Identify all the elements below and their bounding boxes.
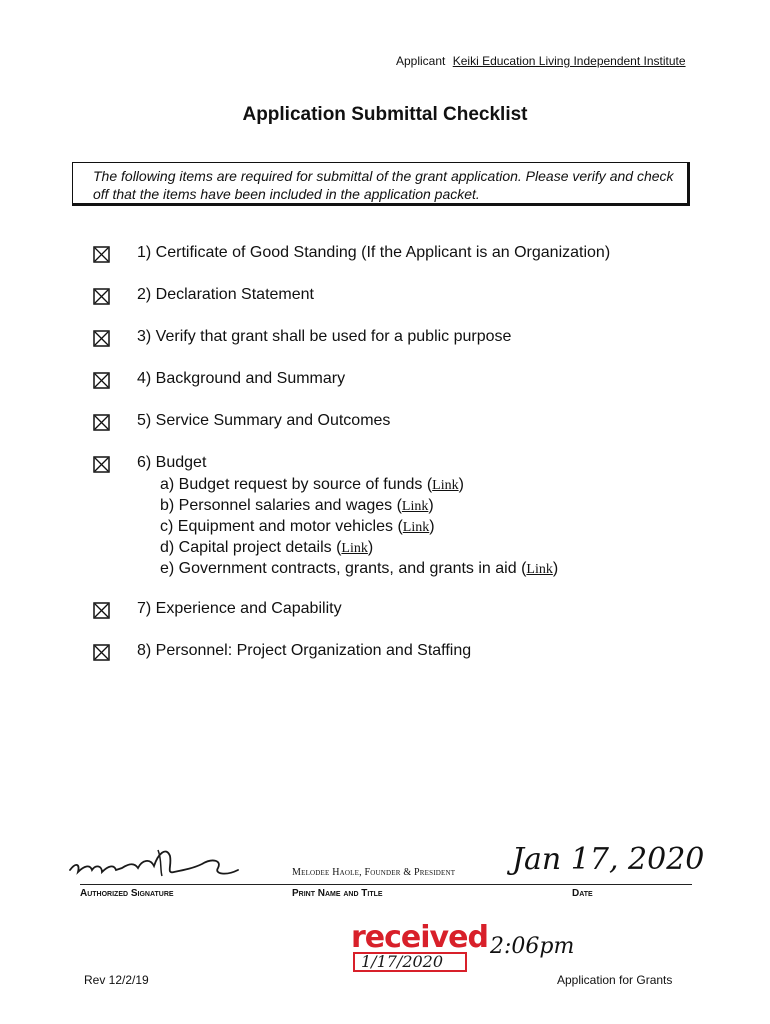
budget-subitem-close: )	[552, 560, 559, 577]
budget-subitem	[160, 539, 373, 557]
budget-subitem-close: )	[428, 497, 434, 514]
checkbox-item-5[interactable]	[93, 414, 110, 431]
budget-subitem	[160, 476, 464, 494]
page-title: Application Submittal Checklist	[242, 104, 528, 125]
budget-subitem-link[interactable]: Link	[402, 520, 430, 535]
checklist-item-label: 7) Experience and Capability	[137, 600, 342, 617]
revision-label: Rev 12/2/19	[84, 973, 149, 987]
checklist-item-label: 4) Background and Summary	[137, 370, 346, 387]
checkbox-item-1[interactable]	[93, 246, 110, 263]
budget-subitem-text: e) Government contracts, grants, and grants in aid (	[160, 560, 527, 577]
checkbox-item-8[interactable]	[93, 644, 110, 661]
stamp-date-box	[353, 952, 467, 972]
checkbox-item-7[interactable]	[93, 602, 110, 619]
budget-subitem-close: )	[367, 539, 374, 556]
checklist-item-label: 8) Personnel: Project Organization and Staffing	[137, 642, 472, 659]
budget-subitem	[160, 560, 558, 578]
print-name-label: Print Name and Title	[292, 888, 383, 899]
instructions-box	[72, 162, 690, 206]
budget-subitem	[160, 497, 434, 515]
signature-line	[80, 884, 692, 885]
checklist-item-label: 6) Budget	[137, 454, 207, 471]
budget-subitem-close: )	[429, 518, 435, 535]
checkbox-item-6[interactable]	[93, 456, 110, 473]
budget-subitem-link[interactable]: Link	[341, 541, 368, 556]
budget-subitem	[160, 518, 435, 536]
date-handwritten: Jan 17, 2020	[512, 842, 705, 877]
budget-subitem-close: )	[458, 476, 464, 493]
authorized-signature-label: Authorized Signature	[80, 888, 174, 899]
checkbox-item-4[interactable]	[93, 372, 110, 389]
applicant-label: Applicant	[396, 54, 446, 68]
budget-subitem-link[interactable]: Link	[526, 562, 553, 577]
checkbox-item-3[interactable]	[93, 330, 110, 347]
form-name: Application for Grants	[557, 973, 673, 987]
budget-subitem-text: d) Capital project details (	[160, 539, 342, 556]
budget-subitem-link[interactable]: Link	[401, 499, 429, 514]
applicant-line	[396, 54, 694, 68]
checklist-item-label: 2) Declaration Statement	[137, 286, 314, 303]
checkbox-item-2[interactable]	[93, 288, 110, 305]
stamp-word: received	[351, 920, 488, 955]
budget-subitem-text: c) Equipment and motor vehicles (	[160, 518, 403, 535]
applicant-name: Keiki Education Living Independent Institute	[452, 54, 686, 68]
stamp-date: 1/17/2020	[361, 952, 444, 971]
printed-name: Melodee Haole, Founder & President	[292, 867, 456, 878]
signature-image	[62, 840, 252, 890]
budget-subitem-text: b) Personnel salaries and wages (	[160, 497, 402, 514]
checklist-item-label: 5) Service Summary and Outcomes	[137, 412, 391, 429]
checklist-item-label: 3) Verify that grant shall be used for a public purpose	[137, 328, 512, 345]
date-label: Date	[572, 888, 593, 899]
received-stamp	[351, 920, 488, 974]
checklist-item-label: 1) Certificate of Good Standing (If the Applicant is an Organization)	[137, 244, 611, 261]
budget-subitem-text: a) Budget request by source of funds (	[160, 476, 433, 493]
instructions-text: The following items are required for submittal of the grant application. Please verify and check off that the items have been included in the application packet.	[93, 168, 674, 202]
received-time: 2:06pm	[490, 934, 575, 959]
budget-subitem-link[interactable]: Link	[432, 478, 459, 493]
